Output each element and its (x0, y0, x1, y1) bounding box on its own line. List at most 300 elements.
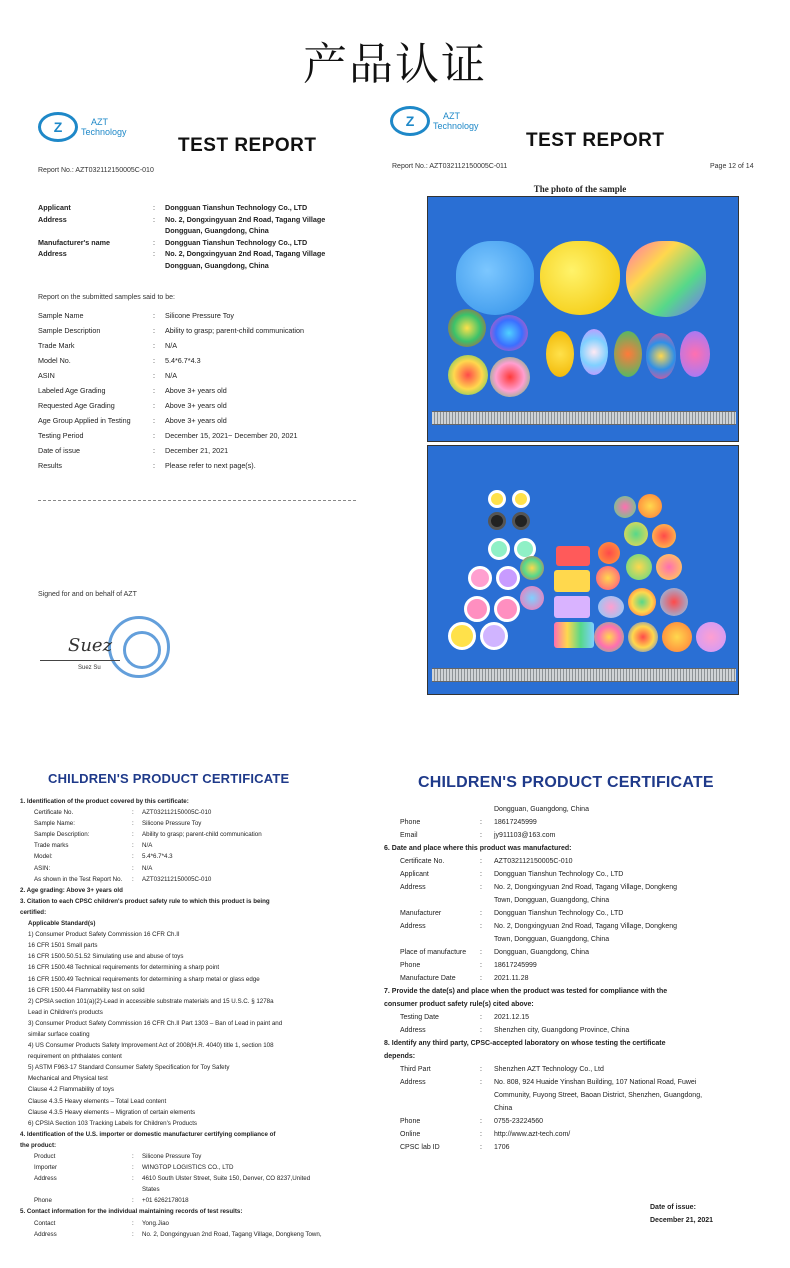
kv-row (38, 308, 304, 323)
kv-row (38, 338, 304, 353)
logo-line-2: Technology (81, 127, 127, 137)
field-colon: : (480, 923, 482, 930)
egg-toy (646, 333, 676, 379)
field-value: WINGTOP LOGISTICS CO., LTD (142, 1164, 234, 1172)
field-label: Sample Description (38, 326, 101, 335)
field-colon: : (153, 341, 155, 350)
certificate-field (20, 851, 322, 862)
field-label: Address (38, 249, 67, 258)
field-label (38, 260, 153, 272)
ring-toy (488, 538, 510, 560)
field-value: +01 6262178018 (142, 1197, 189, 1205)
signature-line (40, 660, 120, 661)
field-value: Yong.Jiao (142, 1219, 169, 1227)
certificate-field (20, 1184, 322, 1195)
field-label (384, 1102, 480, 1115)
certificate-field (384, 933, 702, 946)
kv-row (38, 443, 304, 458)
kv-row (38, 428, 304, 443)
ball-toy (696, 622, 726, 652)
certificate-line: Clause 4.3.5 Heavy elements – Total Lead content (28, 1097, 167, 1105)
ball-toy (624, 522, 648, 546)
field-label (384, 803, 480, 816)
field-label: Certificate No. (34, 809, 74, 817)
field-label: Phone (400, 819, 421, 826)
ball-toy (594, 622, 624, 652)
field-value: Dongguan, Guangdong, China (165, 226, 269, 235)
field-colon: : (480, 1144, 482, 1151)
field-value: Shenzhen AZT Technology Co., Ltd (494, 1066, 604, 1073)
certificate-field (384, 1063, 702, 1076)
ring-toy (494, 596, 520, 622)
cpc-page-right (380, 755, 790, 1268)
field-colon: : (132, 842, 134, 850)
field-label: Address (400, 1027, 426, 1034)
certificate-line: certified: (20, 908, 47, 916)
field-value: Town, Dongguan, Guangdong, China (494, 897, 610, 904)
field-colon: : (153, 386, 155, 395)
sample-block (38, 308, 304, 473)
dashed-divider (38, 500, 356, 501)
field-colon: : (132, 809, 134, 817)
kv-row (38, 398, 304, 413)
certificate-field (20, 1195, 322, 1206)
field-label: Address (400, 923, 426, 930)
field-colon: : (480, 871, 482, 878)
field-label: Applicant (400, 871, 429, 878)
field-colon: : (153, 214, 155, 224)
field-colon: : (132, 875, 134, 883)
field-label: Trade Mark (38, 341, 75, 350)
certificate-line: Lead in Children's products (28, 1008, 103, 1016)
field-colon: : (480, 1027, 482, 1034)
field-label: Address (400, 884, 426, 891)
field-value: No. 2, Dongxingyuan 2nd Road, Tagang Village (165, 214, 326, 224)
certificate-field (20, 1229, 322, 1240)
field-label: Manufacturer's name (38, 237, 111, 247)
egg-toy (680, 331, 710, 377)
field-colon: : (480, 975, 482, 982)
sample-photo-1 (427, 196, 739, 442)
certificate-field (384, 855, 702, 868)
ball-toy (598, 542, 620, 564)
photo-title: The photo of the sample (533, 184, 627, 194)
field-colon: : (480, 858, 482, 865)
certificate-line: Clause 4.3.5 Heavy elements – Migration of certain elements (28, 1108, 196, 1116)
certificate-field (384, 1076, 702, 1089)
field-colon: : (480, 832, 482, 839)
field-value: N/A (142, 842, 153, 850)
report-title: TEST REPORT (178, 135, 317, 156)
field-label: Manufacturer (400, 910, 442, 917)
certificate-line: 7. Provide the date(s) and place when the product was tested for compliance with the (384, 988, 668, 995)
field-colon (480, 1102, 494, 1115)
field-value: No. 2, Dongxingyuan 2nd Road, Tagang Village, Dongkeng (494, 884, 678, 891)
field-label (384, 894, 480, 907)
certificate-line: 16 CFR 1501 Small parts (28, 942, 98, 950)
field-colon: : (153, 237, 155, 247)
field-colon: : (132, 1175, 134, 1183)
cube-toy (554, 570, 590, 592)
field-value: 2021.12.15 (494, 1014, 530, 1021)
company-seal (108, 616, 170, 678)
field-colon: : (153, 461, 155, 470)
field-value: 0755-23224560 (494, 1118, 544, 1125)
ball-toy (596, 566, 620, 590)
field-label: Phone (34, 1197, 52, 1205)
certificate-line: Mechanical and Physical test (28, 1075, 108, 1083)
ball-toy (520, 586, 544, 610)
certificate-field (384, 907, 702, 920)
ball-toy (490, 357, 530, 397)
field-label: Third Part (400, 1066, 431, 1073)
field-value: Shenzhen city, Guangdong Province, China (494, 1027, 630, 1034)
field-value: 1706 (494, 1144, 510, 1151)
field-value: 5.4*6.7*4.3 (165, 356, 201, 365)
field-colon: : (480, 1014, 482, 1021)
certificate-field (384, 1089, 702, 1102)
field-label (38, 225, 153, 237)
field-value: Silicone Pressure Toy (142, 820, 202, 828)
field-label: Certificate No. (400, 858, 445, 865)
cube-toy (554, 596, 590, 618)
certificate-field (384, 868, 702, 881)
certificate-field (384, 1102, 702, 1115)
field-value: Above 3+ years old (165, 401, 227, 410)
ring-toy (512, 490, 530, 508)
kv-row (38, 323, 304, 338)
field-label: Phone (400, 962, 421, 969)
cube-toy (556, 546, 590, 566)
report-number: Report No.: AZT032112150005C-010 (38, 167, 154, 174)
certificate-field (20, 874, 322, 885)
signer-name: Suez Su (78, 665, 101, 671)
certificate-field (20, 807, 322, 818)
certificate-field (20, 829, 322, 840)
certificate-field (20, 1162, 322, 1173)
field-label: Testing Date (400, 1014, 439, 1021)
azt-logo-icon: Z (390, 106, 430, 136)
field-colon: : (480, 949, 482, 956)
field-colon: : (480, 1118, 482, 1125)
kv-row (38, 383, 304, 398)
field-value: http://www.azt-tech.com/ (494, 1131, 571, 1138)
field-colon: : (480, 819, 482, 826)
certificate-line: 6) CPSIA Section 103 Tracking Labels for Children's Products (28, 1119, 198, 1127)
field-value: 4610 South Ulster Street, Suite 150, Denver, CO 8237,United (142, 1175, 311, 1183)
field-value: Silicone Pressure Toy (142, 1153, 202, 1160)
certificate-field (384, 881, 702, 894)
ring-toy (448, 622, 476, 650)
egg-toy (580, 329, 608, 375)
logo-line-1: AZT (443, 111, 460, 121)
ring-toy (480, 622, 508, 650)
cube-toy (554, 622, 594, 648)
field-value: States (142, 1186, 160, 1194)
certificate-field (384, 803, 702, 816)
test-report-page-1 (28, 100, 373, 700)
certificate-field (20, 818, 322, 829)
ring-toy (496, 566, 520, 590)
certificate-field (20, 863, 322, 874)
field-colon: : (132, 853, 134, 861)
certificate-field (20, 1151, 322, 1162)
azt-logo-icon: Z (38, 112, 78, 142)
test-report-page-2 (380, 100, 780, 700)
ball-toy (448, 309, 486, 347)
certificate-line: 8. Identify any third party, CPSC-accepted laboratory on whose testing the certificate (384, 1040, 666, 1047)
field-colon: : (132, 864, 134, 872)
field-label: Trade marks (34, 842, 69, 850)
field-label: Labeled Age Grading (38, 386, 106, 395)
field-colon: : (153, 401, 155, 410)
ball-toy (660, 588, 688, 616)
field-colon: : (153, 326, 155, 335)
field-label: Phone (400, 1118, 421, 1125)
certificate-line: Clause 4.2 Flammability of toys (28, 1086, 114, 1094)
field-value: AZT032112150005C-010 (494, 858, 573, 865)
certificate-field (20, 1218, 322, 1229)
ball-toy (520, 556, 544, 580)
ball-toy (628, 588, 656, 616)
field-colon (480, 894, 494, 907)
ring-toy (468, 566, 492, 590)
field-label: Requested Age Grading (38, 401, 115, 410)
field-label: Address (34, 1230, 57, 1238)
cpc-title: CHILDREN'S PRODUCT CERTIFICATE (48, 771, 290, 786)
field-label: Date of issue (38, 446, 80, 455)
field-value: N/A (142, 864, 153, 872)
field-value: Dongguan Tianshun Technology Co., LTD (165, 203, 308, 212)
field-value: Please refer to next page(s). (165, 461, 256, 470)
certificate-line: the product: (20, 1141, 57, 1149)
field-colon: : (132, 1219, 134, 1227)
field-colon (480, 1089, 494, 1102)
certificate-line: 3. Citation to each CPSC children's product safety rule to which this product is being (20, 897, 270, 905)
kv-row (38, 202, 325, 214)
date-of-issue-label: Date of issue: (650, 1204, 696, 1211)
certificate-field (384, 959, 702, 972)
field-value: Dongguan, Guangdong, China (165, 260, 269, 270)
field-colon: : (153, 356, 155, 365)
field-label: Address (400, 1079, 426, 1086)
certificate-line: requirement on phthalates content (28, 1053, 122, 1061)
field-colon (153, 225, 165, 237)
field-label: Address (38, 214, 67, 224)
page-title: 产品认证 (303, 39, 487, 90)
kv-row (38, 353, 304, 368)
field-value: Town, Dongguan, Guangdong, China (494, 936, 610, 943)
field-colon (480, 803, 494, 816)
field-colon: : (480, 884, 482, 891)
field-value: AZT032112150005C-010 (142, 809, 212, 817)
field-colon: : (480, 962, 482, 969)
field-value: 5.4*6.7*4.3 (142, 853, 173, 861)
logo-line-2: Technology (433, 121, 479, 131)
ring-toy (512, 512, 530, 530)
kv-row (38, 225, 325, 237)
certificate-field (384, 1141, 702, 1154)
certificate-line: 16 CFR 1500.48 Technical requirements for determining a sharp point (28, 964, 220, 972)
kv-row (38, 458, 304, 473)
applicant-block (38, 202, 325, 271)
field-colon: : (132, 831, 134, 839)
ball-toy (656, 554, 682, 580)
field-colon: : (153, 249, 155, 258)
report-title: TEST REPORT (526, 130, 665, 151)
field-value: jy911103@163.com (494, 832, 556, 839)
field-colon: : (153, 311, 155, 320)
field-value: Dongguan, Guangdong, China (494, 949, 589, 956)
certificate-field (384, 1011, 702, 1024)
field-label: Age Group Applied in Testing (38, 416, 131, 425)
page-number: Page 12 of 14 (710, 163, 754, 170)
certificate-line: 1. Identification of the product covered by this certificate: (20, 798, 189, 805)
field-label: Sample Name: (34, 820, 75, 828)
logo-line-1: AZT (91, 117, 108, 127)
field-value: 2021.11.28 (494, 975, 529, 982)
field-value: Dongguan Tianshun Technology Co., LTD (494, 871, 624, 878)
field-value: December 21, 2021 (165, 446, 229, 455)
field-colon: : (132, 1230, 134, 1238)
field-colon: : (480, 1131, 482, 1138)
field-label: Place of manufacture (400, 949, 467, 956)
field-label: Sample Name (38, 311, 84, 320)
cpc-page-left (0, 755, 380, 1268)
certificate-field (384, 946, 702, 959)
heart-toy-rainbow (626, 241, 706, 317)
certificate-line: 4. Identification of the U.S. importer or domestic manufacturer certifying compliance of (20, 1130, 276, 1138)
field-colon: : (153, 416, 155, 425)
sample-photo-2 (427, 445, 739, 695)
ball-toy (652, 524, 676, 548)
certificate-line: 2) CPSIA section 101(a)(2)-Lead in accessible substrate materials and 15 U.S.C. § 1278a (28, 997, 274, 1005)
field-value: N/A (165, 341, 177, 350)
certificate-field (384, 972, 702, 985)
field-label: Testing Period (38, 431, 84, 440)
certificate-line: 5) ASTM F963-17 Standard Consumer Safety Specification for Toy Safety (28, 1064, 230, 1072)
certificate-line: 5. Contact information for the individual maintaining records of test results: (20, 1208, 243, 1216)
kv-row (38, 413, 304, 428)
ruler (432, 668, 736, 682)
ball-toy (628, 622, 658, 652)
field-colon: : (132, 820, 134, 828)
field-colon: : (153, 446, 155, 455)
certificate-field (384, 920, 702, 933)
field-label: Address (34, 1175, 57, 1183)
certificate-line: 16 CFR 1500.50.51.52 Simulating use and abuse of toys (28, 953, 184, 961)
field-colon: : (132, 1153, 134, 1160)
certificate-line: 16 CFR 1500.49 Technical requirements for determining a sharp metal or glass edge (28, 975, 260, 983)
field-colon (480, 933, 494, 946)
field-value: Silicone Pressure Toy (165, 311, 234, 320)
field-label (20, 1184, 132, 1195)
kv-row (38, 368, 304, 383)
ball-toy (662, 622, 692, 652)
field-value: Above 3+ years old (165, 386, 227, 395)
field-value: Community, Fuyong Street, Baoan District, Shenzhen, Guangdong, (494, 1092, 703, 1099)
certificate-line: 1) Consumer Product Safety Commission 16 CFR Ch.II (28, 931, 180, 939)
ruler (432, 411, 736, 425)
kv-row (38, 237, 325, 249)
field-value: Ability to grasp; parent-child communication (142, 831, 262, 839)
heart-toy-blue (456, 241, 534, 315)
egg-toy (614, 331, 642, 377)
field-label: Model No. (38, 356, 71, 365)
field-label: Product (34, 1153, 56, 1160)
certificate-field (20, 840, 322, 851)
field-colon (132, 1184, 142, 1195)
certificate-field (384, 1115, 702, 1128)
ball-toy (626, 554, 652, 580)
ring-toy (488, 490, 506, 508)
certificate-field (384, 1024, 702, 1037)
field-label: Contact (34, 1219, 56, 1227)
field-colon: : (153, 371, 155, 380)
certificate-line: Applicable Standard(s) (28, 920, 96, 928)
field-colon: : (153, 431, 155, 440)
ball-toy (614, 496, 636, 518)
field-label (384, 933, 480, 946)
signed-text: Signed for and on behalf of AZT (38, 591, 137, 598)
field-value: 18617245999 (494, 819, 537, 826)
field-value: No. 2, Dongxingyuan 2nd Road, Tagang Village, Dongkeng (494, 923, 678, 930)
field-colon: : (132, 1164, 134, 1172)
field-value: No. 2, Dongxingyuan 2nd Road, Tagang Village (165, 249, 326, 258)
certificate-line: consumer product safety rule(s) cited above: (384, 1001, 534, 1008)
certificate-line: 2. Age grading: Above 3+ years old (20, 886, 123, 894)
field-value: N/A (165, 371, 177, 380)
field-label: Applicant (38, 203, 71, 212)
kv-row (38, 248, 325, 260)
field-label: Email (400, 832, 418, 839)
certificate-line: 16 CFR 1500.44 Flammability test on solid (28, 986, 145, 994)
field-colon: : (132, 1197, 134, 1205)
field-colon: : (153, 203, 155, 212)
ball-toy (490, 315, 528, 351)
certificate-field (384, 894, 702, 907)
cpc-right-content (384, 803, 702, 1154)
certificate-line: similar surface coating (28, 1030, 90, 1038)
field-label: Results (38, 461, 62, 470)
ring-toy (488, 512, 506, 530)
field-colon: : (480, 1079, 482, 1086)
field-value: AZT032112150005C-010 (142, 875, 212, 883)
ball-toy (448, 355, 488, 395)
ball-toy (638, 494, 662, 518)
field-label: Online (400, 1131, 421, 1138)
field-value: December 15, 2021~ December 20, 2021 (165, 431, 298, 440)
field-label: ASIN: (34, 864, 51, 872)
field-colon (153, 260, 165, 272)
kv-row (38, 214, 325, 226)
field-colon: : (480, 910, 482, 917)
field-value: No. 2, Dongxingyuan 2nd Road, Tagang Village, Dongkeng Town, (142, 1230, 322, 1238)
field-value: Dongguan Tianshun Technology Co., LTD (494, 910, 624, 917)
heart-toy-yellow (540, 241, 620, 315)
field-label: As shown in the Test Report No. (34, 875, 123, 883)
certificate-line: 4) US Consumer Products Safety Improvement Act of 2008(H.R. 4040) title 1, section 108 (28, 1042, 274, 1050)
cpc-left-content (20, 796, 322, 1240)
field-label (384, 1089, 480, 1102)
certificate-field (20, 1173, 322, 1184)
cpc-title: CHILDREN'S PRODUCT CERTIFICATE (418, 774, 714, 791)
field-label: Model: (34, 853, 53, 861)
date-of-issue-value: December 21, 2021 (650, 1217, 714, 1224)
field-value: Above 3+ years old (165, 416, 227, 425)
signature: Suez (68, 635, 113, 656)
field-value: 18617245999 (494, 962, 537, 969)
